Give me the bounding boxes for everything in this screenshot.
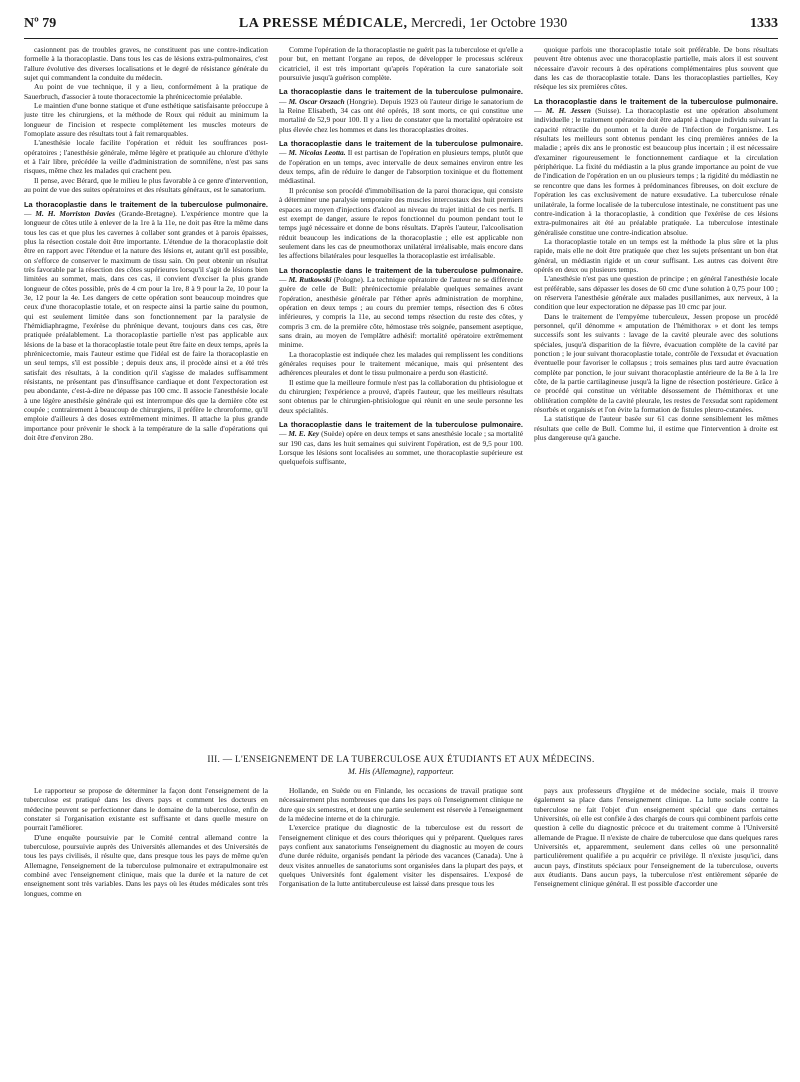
report-title: La thoracoplastie dans le traitement de la tuberculose pulmonaire.	[279, 87, 523, 97]
report-body: La technique opératoire de l'auteur ne se différencie guère de celle de Bull: phrénicectomie préalable quelques semaines avant l'opération, anesthésie générale par l'éther après administration de morphine, opération en deux temps ; au cours du premier temps, résection des 6 côtes inférieures, y compris la 11e, au second temps résection du reste des côtes, y compris 3 cm. de la première côte, hémostase très soignée, pansement aseptique, sans drain, au moyen de l'emplâtre adhésif: mortalité opératoire extrêmement minime.	[279, 274, 523, 350]
report-title: La thoracoplastie dans le traitement de la tuberculose pulmonaire.	[279, 420, 523, 430]
paragraph: Comme l'opération de la thoracoplastie ne guérit pas la tuberculose et qu'elle a pour but, en mettant l'organe au repos, de développer le processus scléreux cicatriciel, il est très important qu'après l'opération la cure sanatoriale soit poursuivie jusqu'à guérison complète.	[279, 45, 523, 83]
report-title: La thoracoplastie dans le traitement de la tuberculose pulmonaire.	[24, 199, 268, 209]
report-author: M. E. Key	[288, 429, 320, 439]
dash-separator: —	[279, 429, 289, 439]
bottom-columns	[24, 782, 778, 1066]
text-column-1	[24, 45, 268, 745]
issue-date: Mercredi, 1er Octobre 1930	[411, 16, 568, 31]
text-column-4	[24, 786, 268, 1066]
dash-separator: —	[534, 106, 546, 116]
paragraph: Dans le traitement de l'empyème tuberculeux, Jessen propose un procédé personnel, qu'il dénomme « amputation de l'hémithorax » et dont les temps successifs sont les suivants : lavage de la cavité pleurale avec des solutions spéciales, jusqu'à disparition de la fièvre, évacuation complète de la cavité par ponction ; le jour suivant thoracoplastie totale, contrôle de l'exsudat et évacuation éventuelle pour favoriser le collapsus ; trois semaines plus tard autre évacuation complète par ponction, le jour suivant thoracoplastie antérieure de la 8e à la 1re côte, de la partie cartilagineuse jusqu'à la ligne de résection postérieure. Grâce à ce procédé qui constitue un véritable désossement de l'hémithorax et une oblitération complète de la cavité pleurale, les restes de l'exsudat sont rapidement résorbés et organisés et l'on évite la formation de fistules pleuro-cutanées.	[534, 311, 778, 415]
journal-page	[24, 16, 778, 1072]
paragraph: Au point de vue technique, il y a lieu, conformément à la pratique de Sauerbruch, d'associer à toute thoracectomie la phrénicectomie préalable.	[24, 82, 268, 101]
dash-separator: —	[279, 96, 289, 106]
report-body: L'expérience montre que la longueur de côtes utile à enlever de la 1re à la 11e, ne doit pas être la même dans tous les cas et que plus les cavernes à collaber sont grandes et à parois épaisses, plus la résection costale doit être importante. L'étendue de la thoracoplastie doit être en rapport avec l'étendue et la nature des lésions et, autant qu'il est possible, on s'efforce de conserver le maximum de tissu sain. On peut obtenir un résultat très favorable par la résection des côtes supérieures lorsqu'il s'agit de lésions bien limitées au sommet, mais, dans ces cas, il convient d'exciser la plus grande longueur de côtes possible, près de 4 cm pour la 1re, 8 à 9 pour la 2e, 10 pour la 3e, 12 pour la 4e. Les dangers de cette opération sont beaucoup moindres que ceux d'une thoracoplastie totale, et on respecte ainsi la partie saine du poumon, qui est seulement limitée dans son fonctionnement par la paralysie de l'hémidiaphragme, l'exérèse du phrénique devant, toujours dans ces cas, être pratiquée préalablement. La thoracoplastie partielle n'est pas applicable aux lésions de la base et la thoracoplastie totale peut être faite en deux temps, après la phrénicectomie, mais l'auteur estime que l'idéal est de faire la thoracoplastie en un seul temps, s'il est possible ; depuis deux ans, il procède ainsi et a été très satisfait des résultats, à la condition qu'il s'agisse de malades suffisamment résistants, ne présentant pas d'insuffisance cardiaque et dont l'expectoration est peu abondante, c'est-à-dire ne dépasse pas 100 cmc. Il associe l'anesthésie locale à une légère anesthésie générale qui est interrompue dès que la dernière côte est coupée ; contrairement à beaucoup de chirurgiens, il préfère le chroroforme, qu'il emploie d'ailleurs à des doses extrêmement minimes. Il attache la plus grande importance pour prévenir le shock à la température de la salle d'opérations qui doit être d'environ 28o.	[24, 208, 268, 443]
issue-number: Nº 79	[24, 16, 57, 31]
report-entry	[24, 200, 268, 443]
report-author: M. Nicolas Leotta.	[288, 148, 346, 158]
paragraph: L'anesthésie n'est pas une question de principe ; en général l'anesthésie locale est préférable, sans dépasser les doses de 60 cmc d'une solution à 0,75 pour 100 ; on réservera l'anesthésie générale aux malades pusillanimes, aux nerveux, à la condition que leur expectoration ne dépasse pas 10 cmc par jour.	[534, 274, 778, 312]
report-title: La thoracoplastie dans le traitement de la tuberculose pulmonaire.	[279, 139, 523, 149]
text-column-5	[279, 786, 523, 1066]
journal-name: LA PRESSE MÉDICALE,	[238, 16, 408, 31]
report-body: Il est partisan de l'opération en plusieurs temps, plutôt que de l'opération en un temps, avec intervalle de deux semaines environ entre les deux temps, afin de réduire le danger de l'absorption toxinique et du flottement médiastinal.	[279, 148, 523, 186]
paragraph: La thoracoplastie totale en un temps est la méthode la plus sûre et la plus rapide, mais elle ne doit être pratiquée que chez les sujets présentant un bon état général, un médiastin rigide et un cœur suffisant. Les autres cas doivent être opérés en deux ou plusieurs temps.	[534, 236, 778, 274]
report-body: opère en deux temps et sans anesthésie locale ; sa mortalité sur 190 cas, dans les huit semaines qui suivirent l'opération, est de 9,5 pour 100. Lorsque les lésions sont localisées au sommet, une thoracoplastie supérieure est quelquefois suffisante,	[279, 429, 523, 467]
section-heading: III. — L'ENSEIGNEMENT DE LA TUBERCULOSE AUX ÉTUDIANTS ET AUX MÉDECINS.	[207, 755, 595, 765]
paragraph: pays aux professeurs d'hygiène et de médecine sociale, mais il trouve également sa place dans l'enseignement clinique. La lutte sociale contre la tuberculose ne fait l'objet d'un enseignement spécial que dans certaines Universités, où elle est confiée à des chargés de cours qui combinent parfois cette question à celle du diagnostic précoce et du traitement comme à l'Université allemande de Prague. Il n'existe de chaire de tuberculose que dans quelques rares Universités et, apparemment, seulement dans celles où une personnalité particulièrement qualifiée a pu acquérir ce privilège. Il n'existe jusqu'ici, dans aucun pays, d'instituts spéciaux pour l'enseignement de la tuberculose, ouverts aux étudiants. Dans aucun pays, la tuberculose n'est entièrement séparée de l'enseignement clinique général. Il est possible d'accorder une	[534, 786, 778, 889]
text-column-3	[534, 45, 778, 745]
report-country: (Pologne).	[333, 274, 365, 284]
paragraph: La statistique de l'auteur basée sur 61 cas donne sensiblement les mêmes résultats que celle de Bull. Comme lui, il estime que l'intervention à droite est plus dangereuse qu'à gauche.	[534, 414, 778, 443]
paragraph: La thoracoplastie est indiquée chez les malades qui remplissent les conditions générales requises pour le traitement mécanique, mais qui présentent des adhérences pleurales et dont le tissu pulmonaire a perdu son élasticité.	[279, 349, 523, 378]
report-author: M. H. Morriston Davies	[35, 208, 115, 218]
dash-separator: —	[279, 274, 289, 284]
report-author: M. Oscar Orszach	[288, 96, 345, 106]
paragraph: casionnent pas de troubles graves, ne constituent pas une contre-indication formelle à la thoracoplastie. Dans tous les cas de lésions extra-pulmonaires, c'est l'allure évolutive des diverses localisations et le degré de résistance générale du sujet qui commandent la conduite du médecin.	[24, 45, 268, 83]
paragraph: quoique parfois une thoracoplastie totale soit préférable. De bons résultats peuvent être obtenus avec une thoracoplastie partielle, mais alors il est souvent nécessaire d'avoir recours à des opérations complémentaires plus souvent que dans les cas de thoracoplastie totale. Dans les thoracoplasties partielles, Key résèque les six premières côtes.	[534, 45, 778, 92]
text-column-2	[279, 45, 523, 745]
report-entry	[279, 266, 523, 350]
report-author: M. H. Jessen	[545, 106, 591, 116]
paragraph: L'anesthésie locale facilite l'opération et réduit les souffrances post-opératoires ; l'anesthésie générale, même légère et pratiquée au chlorure d'éthyle et à l'air libre, précédée la veille d'administration de somnifène, n'est pas sans risques, même chez les malades qui crachent peu.	[24, 138, 268, 176]
section-rapporteur: M. His (Allemagne), rapporteur.	[348, 767, 454, 776]
journal-title	[239, 16, 567, 32]
report-country: (Grande-Bretagne).	[118, 208, 177, 218]
dash-separator: —	[279, 148, 289, 158]
report-entry	[534, 97, 778, 237]
paragraph: Il estime que la meilleure formule n'est pas la collaboration du phtisiologue et du chirurgien; l'expérience a prouvé, d'après l'auteur, que les meilleurs résultats sont obtenus par le chirurgien-phtisiologue qui réunit en une seule personne les deux spécialités.	[279, 377, 523, 415]
paragraph: L'exercice pratique du diagnostic de la tuberculose est du ressort de l'enseignement clinique et des cours théoriques qui y préparent. Quelques rares pays confient aux sanatoriums l'enseignement du diagnostic au moyen de cours d'une durée réduite, organisés pendant la période des vacances (Canada). Une à deux visites annuelles de sanatoriums sont organisées dans la plupart des pays, et quelques Universités font également visiter les dispensaires. L'exposé de l'organisation de la lutte antituberculeuse est laissé dans presque tous les	[279, 823, 523, 889]
text-column-6	[534, 786, 778, 1066]
report-country: (Suisse).	[595, 106, 622, 116]
report-entry	[279, 139, 523, 186]
paragraph: Il préconise son procédé d'immobilisation de la paroi thoracique, qui consiste à déterminer une paralysie temporaire des muscles intercostaux des huit premiers espaces au moyen d'injections d'alcool au niveau du trajet initial de ces nerfs. Il est exempt de danger, assure le repos fonctionnel du poumon pendant tout le temps jugé nécessaire et donne de bons résultats. D'après l'auteur, l'alcoolisation réduit beaucoup les indications de la thoracoplastie ; elle est applicable non seulement dans les cas de pneumothorax unilatéral irréalisable, mais encore dans les affections bilatérales pour lesquelles la thoracoplastie est irréalisable.	[279, 185, 523, 261]
report-author: M. Rutkowski	[288, 274, 332, 284]
paragraph: Il pense, avec Bérard, que le milieu le plus favorable à ce genre d'intervention, au point de vue des suites opératoires et des résultats généraux, est le sanatorium.	[24, 175, 268, 195]
paragraph: Le rapporteur se propose de déterminer la façon dont l'enseignement de la tuberculose est pratiqué dans les divers pays et comment les docteurs en médecine peuvent se perfectionner dans le domaine de la tuberculose, enfin de constater si l'organisation existante est suffisante et dans quelle mesure on pourrait l'améliorer.	[24, 786, 268, 833]
report-body: La thoracoplastie est une opération absolument individuelle ; le traitement opératoire doit être adapté à chaque individu suivant la capacité rétractile du poumon et la durée de l'infection de l'organisme. Les résultats les meilleurs sont obtenus pendant les cinq premières années de la maladie ; après dix ans le pronostic est beaucoup plus incertain ; il est nécessaire d'examiner rigoureusement le fonctionnement cardiaque et la circulation périphérique. La fixité du médiastin a la plus grande importance au point de vue de l'indication de l'opération en un ou plusieurs temps ; la rigidité du médiastin ne se rencontre que dans les formes à prédominances fibreuses, on doit exclure de l'opération les cas exclusivement de nature exsudative. La tuberculose rénale unilatérale, la forme localisée de la tuberculose intestinale, ne constituent pas une contre-indication à la thoracoplastie, à condition que l'exérèse de ces lésions extra-pulmonaires ait été au préalable pratiquée. La tuberculose intestinale généralisée constitue une contre-indication absolue.	[534, 106, 778, 237]
report-body: Depuis 1923 où l'auteur dirige le sanatorium de la Reine Elisabeth, 34 cas ont été opérés, 18 sont morts, ce qui constitue une mortalité de 52,9 pour 100. Il y a lieu de constater que la mortalité opératoire est plus élevée chez les hommes et dans les thoracoplasties droites.	[279, 96, 523, 134]
page-number: 1333	[749, 16, 778, 31]
paragraph: D'une enquête poursuivie par le Comité central allemand contre la tuberculose, poursuivie auprès des Universités allemandes et des Universités de tous les pays civilisés, il résulte que, dans presque tous les pays de même qu'en Allemagne, l'enseignement de la tuberculose pulmonaire et extrapulmonaire est combiné avec l'enseignement clinique, mais que la durée et la nature de cet enseignement sont très variables. Dans les pays où les études médicales sont très longues, comme en	[24, 832, 268, 898]
report-entry	[279, 420, 523, 467]
report-country: (Hongrie).	[346, 96, 378, 106]
report-entry	[279, 87, 523, 134]
report-country: (Suède)	[321, 429, 345, 439]
dash-separator: —	[24, 208, 36, 218]
running-header	[24, 16, 778, 39]
paragraph: Le maintien d'une bonne statique et d'une esthétique satisfaisante préoccupe à juste titre les chirurgiens, et la méthode de Roux qui réduit au minimum la longueur de l'incision et respecte complètement les muscles moteurs de l'omoplate assure des résultats tout à fait remarquables.	[24, 101, 268, 139]
report-title: La thoracoplastie dans le traitement de la tuberculose pulmonaire.	[279, 265, 523, 275]
paragraph: Hollande, en Suède ou en Finlande, les occasions de travail pratique sont nécessairement plus nombreuses que dans les pays où l'enseignement clinique ne dure que six semestres, et dont une partie seulement est réservée à l'enseignement de la médecine interne et de la chirurgie.	[279, 786, 523, 824]
report-title: La thoracoplastie dans le traitement de la tuberculose pulmonaire.	[534, 96, 778, 106]
top-columns	[24, 45, 778, 745]
